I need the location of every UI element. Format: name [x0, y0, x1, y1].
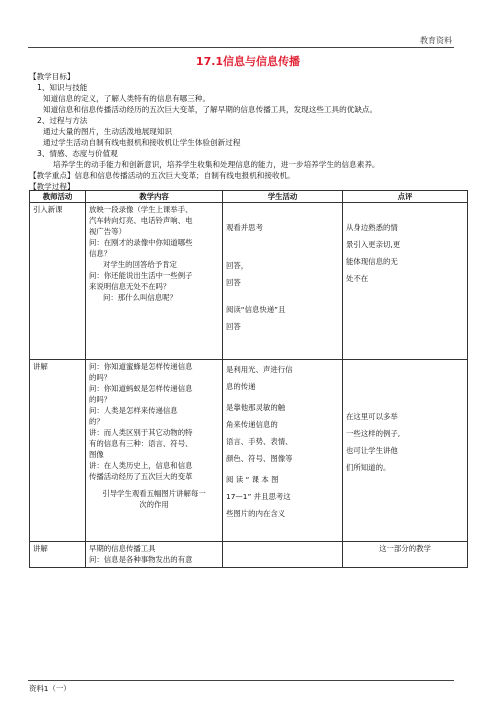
student-line: 观看并思考 [226, 223, 263, 232]
content-line: 的吗？ [89, 373, 112, 382]
content-line: 讲：而人类区别于其它动物的特 [89, 428, 193, 437]
comment-cell [343, 203, 468, 360]
content-line: 早期的信息传播工具 [89, 544, 156, 553]
comment-line: 景引入更亲切,更 [346, 240, 401, 249]
column-header: 点评 [343, 191, 468, 203]
student-line: 回答 [226, 278, 241, 287]
content-line: 来说明信息无处不在吗？ [89, 282, 171, 291]
spacer [226, 291, 339, 301]
stage-cell: 讲解 [30, 542, 86, 568]
content-line: 汽车转向灯亮、电话铃声响、电 [89, 216, 193, 225]
student-line: 17—1” 并且思考这 [226, 492, 291, 501]
content-cell [86, 360, 223, 542]
content-line: 问：人类是怎样来传递信息 [89, 406, 178, 415]
spacer [226, 236, 339, 257]
student-line: 是利用光、声进行信 [226, 365, 293, 374]
student-line: 阅 读 “ 课 本 图 [226, 475, 279, 484]
table-header-row [30, 191, 468, 203]
content-line: 问：你知道蜜蜂是怎样传递信息 [89, 362, 193, 371]
document-title: 17.1信息与信息传播 [195, 55, 301, 68]
lesson-plan-table [29, 190, 468, 568]
objective-1a: 知道信息的定义，了解人类特有的信息有哪三种。 [43, 94, 211, 103]
content-line: 问：你还能说出生活中一些例子 [89, 271, 193, 280]
comment-line: 在这里可以多举 [346, 412, 398, 421]
comment-line: 这一部分的教学 [379, 544, 431, 553]
column-header: 教师活动 [30, 191, 86, 203]
objectives-heading: 【教学目标】 [29, 72, 75, 81]
comment-line: 处不在 [346, 274, 369, 283]
content-cell [86, 542, 223, 568]
content-line: 传播活动经历了五次巨大的变革 [89, 472, 193, 481]
content-line: 有的信息有三种：语言、符号、 [89, 439, 193, 448]
column-header: 教学内容 [86, 191, 223, 203]
student-activity-cell [223, 203, 343, 360]
content-line: 的？ [89, 417, 104, 426]
content-line: 图像 [89, 450, 104, 459]
content-line: 对学生的回答给予肯定 [103, 260, 177, 269]
student-line: 语言、手势、表情、 [226, 437, 293, 446]
content-line: 的吗？ [89, 395, 112, 404]
objective-3a: 培养学生的动手能力和创新意识，培养学生收集和处理信息的能力，进一步培养学生的信息素养。 [53, 160, 380, 169]
header-divider [28, 47, 454, 48]
student-line: 回答， [226, 261, 249, 270]
content-line: 问：那什么叫信息呢？ [103, 293, 177, 302]
objective-2b: 通过学生活动自制有线电报机和接收机让学生体验创新过程 [43, 138, 241, 147]
table-row [30, 203, 468, 360]
student-line: 颜色、符号、图像等 [226, 454, 293, 463]
student-line: 是靠他那灵敏的触 [226, 403, 286, 412]
teaching-focus: 【教学重点】信息和信息传播活动的五次巨大变革；自制有线电报机和接收机。 [29, 171, 295, 180]
student-line: 些图片的内在含义 [226, 509, 286, 518]
objective-1b: 知道信息和信息传播活动经历的五次巨大变革，了解早期的信息传播工具，发现这些工具的优缺点。 [43, 105, 378, 114]
objective-2-heading: 2、过程与方法 [37, 116, 88, 125]
stage-cell: 引入新课 [30, 203, 86, 360]
content-line: 问：信息是各种事物发出的有意 [89, 555, 193, 564]
comment-line: 也可让学生讲他 [346, 446, 398, 455]
comment-line: 从身边熟悉的情 [346, 223, 398, 232]
objective-3-heading: 3、情感、态度与价值观 [37, 149, 118, 158]
content-line: 问：你知道蚂蚁是怎样传递信息 [89, 384, 193, 393]
content-cell [86, 203, 223, 360]
content-line: 视广告等） [89, 227, 126, 236]
content-line: 问：在刚才的录像中你知道哪些 [89, 238, 193, 247]
content-line: 次的作用 [139, 500, 169, 509]
student-activity-cell [223, 542, 343, 568]
table-row [30, 542, 468, 568]
student-activity-cell [223, 360, 343, 542]
footer-divider [28, 680, 454, 681]
comment-cell [343, 360, 468, 542]
header-label: 教育资料 [420, 36, 452, 45]
comment-line: 能体现信息的无 [346, 257, 398, 266]
content-line: 放映一段录像（学生上课举手、 [89, 205, 193, 214]
process-heading: 【教学过程】 [29, 182, 75, 191]
comment-line: 一些这样的例子, [346, 429, 401, 438]
content-line: 信息？ [89, 249, 112, 258]
student-line: 息的传递 [226, 382, 256, 391]
objective-1-heading: 1、知识与技能 [37, 83, 88, 92]
objective-2a: 通过大量的图片，生动活泼地展现知识 [43, 127, 173, 136]
table-row [30, 360, 468, 542]
student-line: 角来传递信息的 [226, 420, 278, 429]
stage-cell: 讲解 [30, 360, 86, 542]
column-header: 学生活动 [223, 191, 343, 203]
student-line: 阅读“信息快递”且 [226, 305, 286, 314]
comment-cell [343, 542, 468, 568]
content-line: 引导学生观看五幅图片讲解每一 [102, 489, 206, 498]
objectives-section [29, 71, 469, 192]
comment-line: 们所知道的。 [346, 463, 391, 472]
student-line: 回答 [226, 322, 241, 331]
footer-label: 资料1（一） [29, 684, 71, 693]
content-line: 讲：在人类历史上，信息和信息 [89, 461, 193, 470]
